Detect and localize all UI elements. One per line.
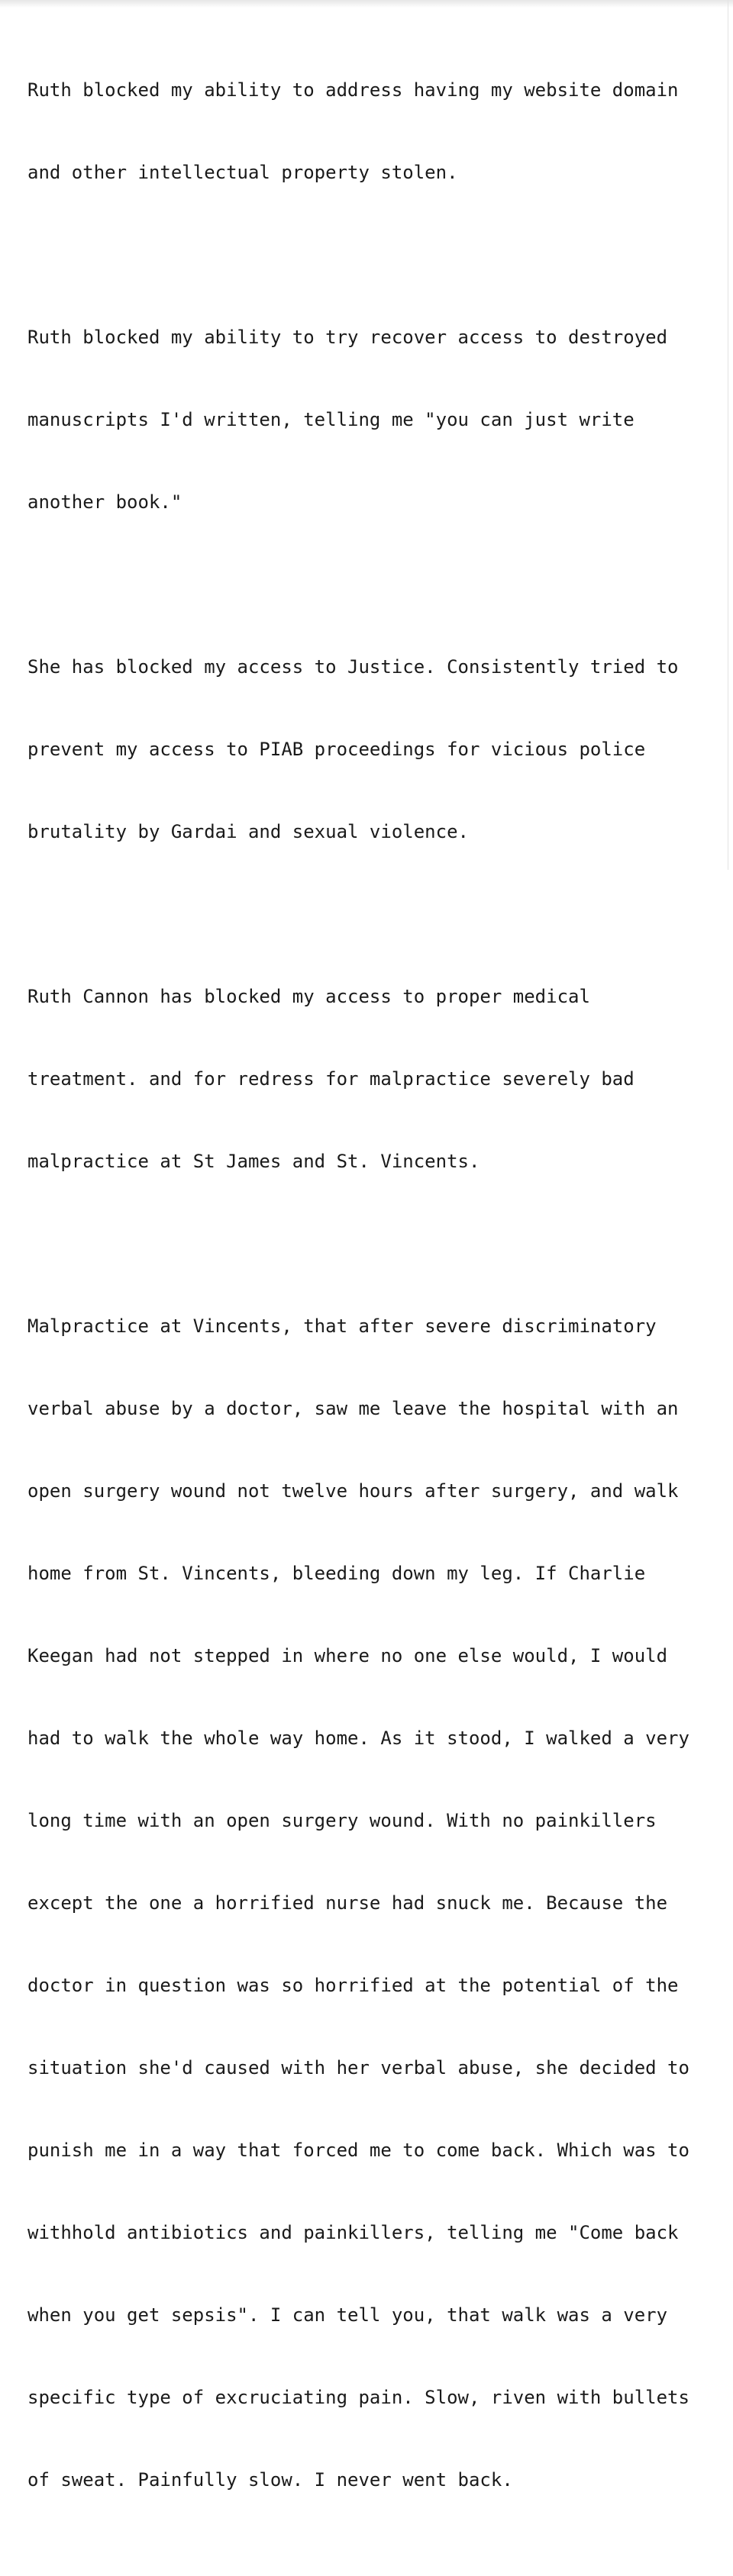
text-line: verbal abuse by a doctor, saw me leave the hospital with an (27, 1398, 679, 1419)
text-line: prevent my access to PIAB proceedings for vicious police (27, 739, 646, 760)
text-line: withhold antibiotics and painkillers, telling me "Come back (27, 2222, 679, 2243)
text-line: She has blocked my access to Justice. Consistently tried to (27, 656, 679, 678)
text-line: treatment. and for redress for malpractice severely bad (27, 1068, 635, 1090)
text-line: had to walk the whole way home. As it stood, I walked a very (27, 1728, 689, 1749)
text-line: doctor in question was so horrified at the potential of the (27, 1975, 679, 1996)
text-line: brutality by Gardai and sexual violence. (27, 821, 469, 842)
paragraph-4 (27, 928, 699, 1230)
text-line: punish me in a way that forced me to come back. Which was to (27, 2140, 689, 2161)
text-line: of sweat. Painfully slow. I never went back. (27, 2469, 513, 2491)
text-line: home from St. Vincents, bleeding down my leg. If Charlie (27, 1563, 646, 1584)
text-line: Malpractice at Vincents, that after severe discriminatory (27, 1315, 657, 1337)
top-shadow (0, 0, 733, 8)
document-body (27, 21, 699, 2576)
text-line: when you get sepsis". I can tell you, that walk was a very (27, 2304, 668, 2326)
text-line: situation she'd caused with her verbal abuse, she decided to (27, 2057, 689, 2079)
text-line: long time with an open surgery wound. With no painkillers (27, 1810, 657, 1831)
text-line: another book." (27, 491, 182, 513)
text-line: Ruth blocked my ability to address having my website domain (27, 79, 679, 101)
text-line: malpractice at St James and St. Vincents. (27, 1151, 480, 1172)
paragraph-2 (27, 269, 699, 571)
text-line: open surgery wound not twelve hours after surgery, and walk (27, 1480, 679, 1502)
text-line: Ruth blocked my ability to try recover access to destroyed (27, 327, 668, 348)
paragraph-3 (27, 598, 699, 900)
text-line: except the one a horrified nurse had snuck me. Because the (27, 1892, 668, 1914)
text-line: and other intellectual property stolen. (27, 162, 458, 183)
paragraph-5 (27, 1257, 699, 2549)
text-line: Ruth Cannon has blocked my access to proper medical (27, 986, 590, 1007)
text-line: Keegan had not stepped in where no one else would, I would (27, 1645, 668, 1666)
text-line: manuscripts I'd written, telling me "you can just write (27, 409, 635, 430)
text-line: specific type of excruciating pain. Slow, riven with bullets (27, 2387, 689, 2408)
paragraph-1 (27, 21, 699, 241)
